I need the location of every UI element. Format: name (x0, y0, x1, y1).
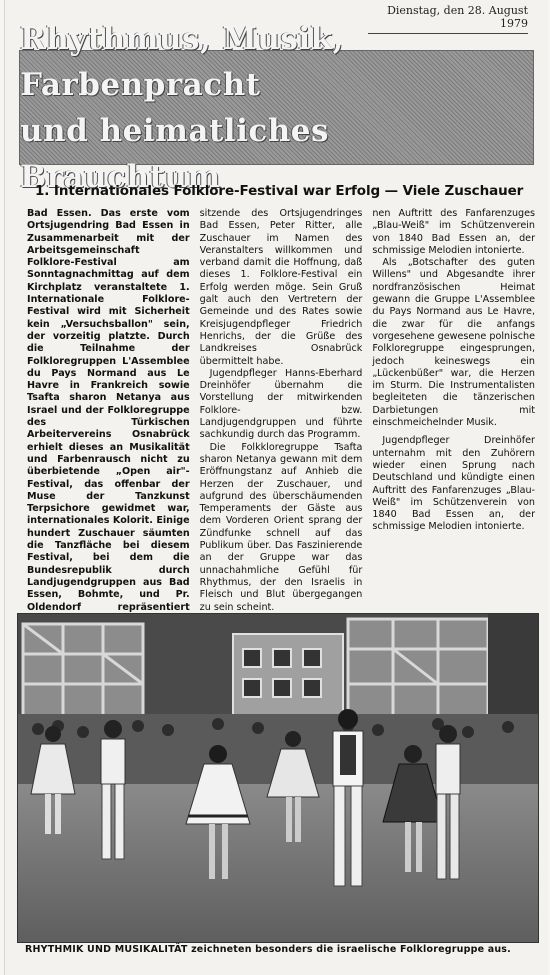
house-center (233, 634, 343, 719)
subheadline: 1. Internationales Folklore-Festival war Erfolg — Viele Zuschauer (35, 183, 524, 199)
article-paragraph: Jugendpfleger Dreinhöfer unternahm mit den Zuhörern wieder einen Sprung nach Deutschland und kündigte einen Auftritt des Fanfarenzuges „Blau-Weiß" im Schützenverein von 1840 Bad Essen an, der schmissige Melodien intonierte. (372, 435, 536, 533)
photo-illustration (18, 614, 539, 943)
newspaper-clipping (4, 0, 548, 975)
article-column-2 (200, 208, 363, 613)
half-timbered-house-left (23, 624, 143, 719)
half-timbered-house-right (348, 619, 488, 719)
article-paragraph: sitzende des Ortsjugendringes Bad Essen, Peter Ritter, alle Zuschauer im Namen des Veranstalters willkommen und verband damit die Hoffnung, daß dieses 1. Folklore-Festival ein Erfolg werden möge. Sein Gruß galt auch den Vertretern der Gemeinde und des Rates sowie Kreisjugendpfleger Friedrich Henrichs, der die Grüße des Landkreises Osnabrück übermittelt habe. (199, 208, 363, 367)
article-column-3 (372, 208, 535, 613)
article-column-1 (27, 208, 190, 613)
headline-line-1: Rhythmus, Musik, Farbenpracht (20, 20, 344, 103)
article-paragraph: nen Auftritt des Fanfarenzuges „Blau-Weiß" im Schützenverein von 1840 Bad Essen an, der schmissige Melodien intonierte. (372, 208, 536, 256)
article-paragraph: Jugendpfleger Hanns-Eberhard Dreinhöfer übernahm die Vorstellung der mitwirkenden Folklore- bzw. Landjugendgruppen und führte sachkundig durch das Programm. (199, 367, 363, 441)
article-paragraph: Die Folkkloregruppe Tsafta sharon Netanya gewann mit dem Eröffnungstanz auf Anhieb die Herzen der Zuschauer, und aufgrund des überschäumenden Temperaments der Gäste aus dem Vorderen Orient sprang der Zündfunke schnell auf das Publikum über. Das Faszinierende an der Gruppe war das unnachahmliche Gefühl für Rhythmus, der den Israelis in Fleisch und Blut übergegangen zu sein scheint. (199, 441, 363, 613)
article-paragraph: Bad Essen. Das erste vom Ortsjugendring Bad Essen in Zusammenarbeit mit der Arbeitsgemeinschaft Folklore-Festival am Sonntagnachmittag auf dem Kirchplatz veranstaltete 1. Internationale Folklore-Festival wird mit Sicherheit kein „Versuchsballon" sein, der vorzeitig platzte. Durch die Teilnahme der Folkloregruppen L'Assemblee du Pays Normand aus Le Havre in Frankreich sowie Tsafta sharon Netanya aus Israel und der Folkloregruppe des Türkischen Arbeitervereins Osnabrück erhielt dieses an Musikalität und Farbenrausch nicht zu überbietende „Open air"-Festival, das offenbar der Muse der Tanzkunst Terpsichore gewidmet war, internationales Kolorit. Einige hundert Zuschauer säumten die Tanzfläche bei diesem Festival, bei dem die Bundesrepublik durch Landjugendgruppen aus Bad Essen, Bohmte, und Pr. Oldendorf repräsentiert (27, 208, 190, 613)
article-paragraph: Als „Botschafter des guten Willens" und Abgesandte ihrer nordfranzösischen Heimat gewann die Gruppe L'Assemblee du Pays Normand aus Le Havre, die zwar für die anfangs vorgesehene gewesene polnische Folkloregruppe eingesprungen, jedoch keineswegs ein „Lückenbüßer" war, die Herzen im Sturm. Die Instrumentalisten begleiteten die tänzerischen Darbietungen mit einschmeichelnder Musik. (372, 257, 536, 429)
photo-caption: RHYTHMIK UND MUSIKALITÄT zeichneten besonders die israelische Folkloregruppe aus. (25, 944, 511, 955)
folk-dance-photo (17, 613, 539, 943)
publication-date: Dienstag, den 28. August 1979 (368, 4, 528, 34)
headline-line-2: und heimatliches Brauchtum (20, 112, 329, 195)
article-columns (27, 208, 535, 613)
